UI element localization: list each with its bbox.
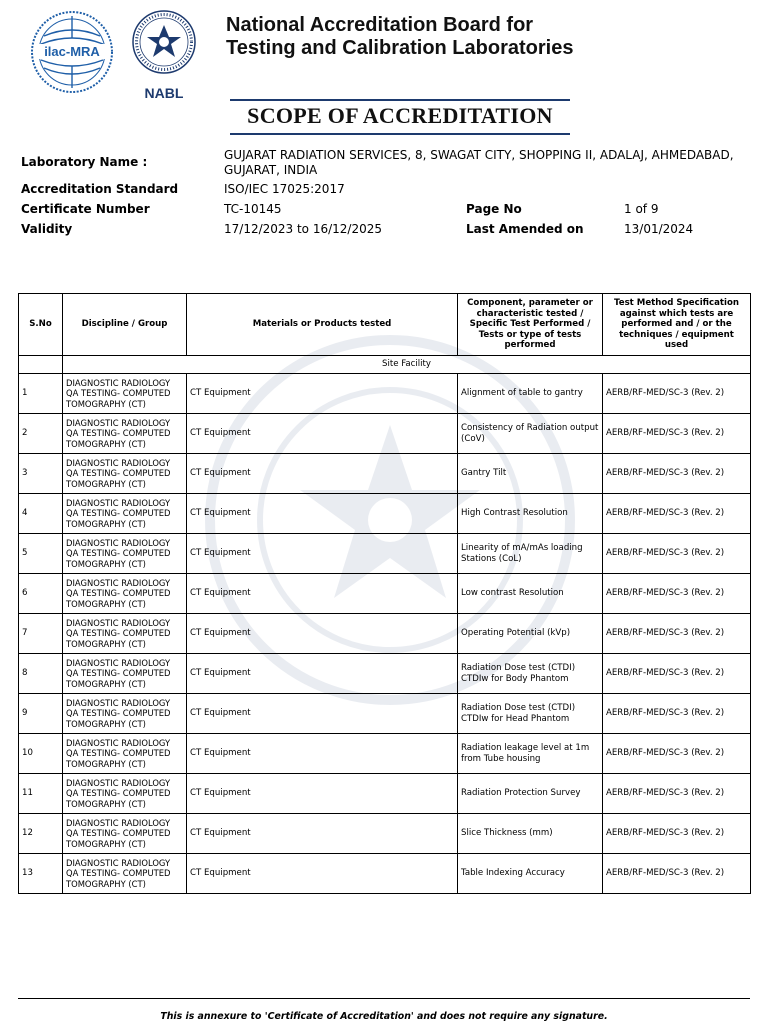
row-sno: 12 — [19, 814, 63, 854]
logo-group — [28, 8, 208, 100]
row-parameter: Table Indexing Accuracy — [458, 854, 603, 894]
row-method: AERB/RF-MED/SC-3 (Rev. 2) — [603, 814, 751, 854]
header-discipline: Discipline / Group — [63, 294, 187, 356]
row-material: CT Equipment — [187, 374, 458, 414]
lab-name-line1: GUJARAT RADIATION SERVICES, 8, SWAGAT CITY, SHOPPING II, ADALAJ, AHMEDABAD, — [224, 148, 734, 162]
organization-name — [226, 14, 573, 60]
row-material: CT Equipment — [187, 774, 458, 814]
ilac-logo-text: ilac-MRA — [44, 44, 100, 59]
row-sno: 10 — [19, 734, 63, 774]
table-row — [19, 734, 751, 774]
row-discipline: DIAGNOSTIC RADIOLOGY QA TESTING- COMPUTED TOMOGRAPHY (CT) — [63, 774, 187, 814]
row-sno: 3 — [19, 454, 63, 494]
organization-name-line1: National Accreditation Board for — [226, 14, 534, 36]
table-row — [19, 534, 751, 574]
row-discipline: DIAGNOSTIC RADIOLOGY QA TESTING- COMPUTED TOMOGRAPHY (CT) — [63, 574, 187, 614]
row-method: AERB/RF-MED/SC-3 (Rev. 2) — [603, 774, 751, 814]
row-material: CT Equipment — [187, 694, 458, 734]
header-materials: Materials or Products tested — [187, 294, 458, 356]
lab-name-label: Laboratory Name : — [21, 155, 148, 169]
row-method: AERB/RF-MED/SC-3 (Rev. 2) — [603, 414, 751, 454]
table-row — [19, 414, 751, 454]
row-sno: 13 — [19, 854, 63, 894]
row-material: CT Equipment — [187, 614, 458, 654]
row-parameter: Radiation Protection Survey — [458, 774, 603, 814]
row-method: AERB/RF-MED/SC-3 (Rev. 2) — [603, 694, 751, 734]
row-method: AERB/RF-MED/SC-3 (Rev. 2) — [603, 374, 751, 414]
row-discipline: DIAGNOSTIC RADIOLOGY QA TESTING- COMPUTED TOMOGRAPHY (CT) — [63, 734, 187, 774]
row-parameter: Alignment of table to gantry — [458, 374, 603, 414]
row-material: CT Equipment — [187, 574, 458, 614]
row-parameter: Low contrast Resolution — [458, 574, 603, 614]
row-material: CT Equipment — [187, 534, 458, 574]
row-method: AERB/RF-MED/SC-3 (Rev. 2) — [603, 534, 751, 574]
section-row — [19, 356, 751, 374]
section-label: Site Facility — [63, 356, 751, 374]
row-material: CT Equipment — [187, 814, 458, 854]
table-row — [19, 574, 751, 614]
organization-name-line2: Testing and Calibration Laboratories — [226, 37, 574, 59]
row-material: CT Equipment — [187, 654, 458, 694]
row-discipline: DIAGNOSTIC RADIOLOGY QA TESTING- COMPUTED TOMOGRAPHY (CT) — [63, 534, 187, 574]
scope-title-box — [230, 99, 570, 135]
row-discipline: DIAGNOSTIC RADIOLOGY QA TESTING- COMPUTED TOMOGRAPHY (CT) — [63, 454, 187, 494]
standard-label: Accreditation Standard — [21, 182, 179, 196]
row-sno: 6 — [19, 574, 63, 614]
table-row — [19, 694, 751, 734]
scope-table — [18, 293, 751, 894]
validity-value: 17/12/2023 to 16/12/2025 — [224, 222, 383, 236]
section-spacer — [19, 356, 63, 374]
page-no-label: Page No — [466, 202, 522, 216]
ilac-mra-logo — [28, 8, 116, 96]
row-parameter: Slice Thickness (mm) — [458, 814, 603, 854]
footer-divider — [18, 998, 750, 999]
table-header-row — [19, 294, 751, 356]
row-sno: 11 — [19, 774, 63, 814]
row-parameter: Gantry Tilt — [458, 454, 603, 494]
row-method: AERB/RF-MED/SC-3 (Rev. 2) — [603, 854, 751, 894]
lab-name-line2: GUJARAT, INDIA — [224, 163, 318, 177]
row-parameter: Radiation leakage level at 1m from Tube housing — [458, 734, 603, 774]
row-method: AERB/RF-MED/SC-3 (Rev. 2) — [603, 574, 751, 614]
table-row — [19, 654, 751, 694]
header-method: Test Method Specification against which tests are performed and / or the techniques / equipment used — [603, 294, 751, 356]
row-sno: 2 — [19, 414, 63, 454]
certificate-label: Certificate Number — [21, 202, 150, 216]
table-row — [19, 774, 751, 814]
page-title: SCOPE OF ACCREDITATION — [247, 103, 553, 128]
row-sno: 8 — [19, 654, 63, 694]
nabl-logo — [130, 8, 198, 106]
row-method: AERB/RF-MED/SC-3 (Rev. 2) — [603, 454, 751, 494]
row-discipline: DIAGNOSTIC RADIOLOGY QA TESTING- COMPUTED TOMOGRAPHY (CT) — [63, 614, 187, 654]
row-parameter: Operating Potential (kVp) — [458, 614, 603, 654]
row-sno: 9 — [19, 694, 63, 734]
row-parameter: High Contrast Resolution — [458, 494, 603, 534]
row-sno: 7 — [19, 614, 63, 654]
row-sno: 4 — [19, 494, 63, 534]
row-parameter: Linearity of mA/mAs loading Stations (CoL) — [458, 534, 603, 574]
table-row — [19, 854, 751, 894]
table-row — [19, 614, 751, 654]
row-material: CT Equipment — [187, 414, 458, 454]
table-row — [19, 454, 751, 494]
row-discipline: DIAGNOSTIC RADIOLOGY QA TESTING- COMPUTED TOMOGRAPHY (CT) — [63, 414, 187, 454]
row-discipline: DIAGNOSTIC RADIOLOGY QA TESTING- COMPUTED TOMOGRAPHY (CT) — [63, 494, 187, 534]
header-sno: S.No — [19, 294, 63, 356]
row-method: AERB/RF-MED/SC-3 (Rev. 2) — [603, 734, 751, 774]
row-material: CT Equipment — [187, 494, 458, 534]
row-method: AERB/RF-MED/SC-3 (Rev. 2) — [603, 494, 751, 534]
row-method: AERB/RF-MED/SC-3 (Rev. 2) — [603, 654, 751, 694]
row-material: CT Equipment — [187, 454, 458, 494]
last-amended-label: Last Amended on — [466, 222, 584, 236]
footer-note: This is annexure to 'Certificate of Accreditation' and does not require any signature. — [160, 1011, 608, 1022]
row-parameter: Consistency of Radiation output (CoV) — [458, 414, 603, 454]
validity-label: Validity — [21, 222, 73, 236]
nabl-logo-text: NABL — [144, 85, 184, 101]
table-row — [19, 814, 751, 854]
row-discipline: DIAGNOSTIC RADIOLOGY QA TESTING- COMPUTED TOMOGRAPHY (CT) — [63, 654, 187, 694]
standard-value: ISO/IEC 17025:2017 — [224, 182, 345, 196]
row-discipline: DIAGNOSTIC RADIOLOGY QA TESTING- COMPUTED TOMOGRAPHY (CT) — [63, 854, 187, 894]
row-material: CT Equipment — [187, 854, 458, 894]
row-sno: 5 — [19, 534, 63, 574]
table-row — [19, 374, 751, 414]
row-discipline: DIAGNOSTIC RADIOLOGY QA TESTING- COMPUTED TOMOGRAPHY (CT) — [63, 694, 187, 734]
row-discipline: DIAGNOSTIC RADIOLOGY QA TESTING- COMPUTED TOMOGRAPHY (CT) — [63, 374, 187, 414]
row-method: AERB/RF-MED/SC-3 (Rev. 2) — [603, 614, 751, 654]
row-parameter: Radiation Dose test (CTDI) CTDIw for Body Phantom — [458, 654, 603, 694]
last-amended-value: 13/01/2024 — [624, 222, 694, 236]
row-parameter: Radiation Dose test (CTDI) CTDIw for Head Phantom — [458, 694, 603, 734]
header-parameter: Component, parameter or characteristic tested / Specific Test Performed / Tests or type of tests performed — [458, 294, 603, 356]
table-row — [19, 494, 751, 534]
row-material: CT Equipment — [187, 734, 458, 774]
page-no-value: 1 of 9 — [624, 202, 659, 216]
row-sno: 1 — [19, 374, 63, 414]
certificate-value: TC-10145 — [224, 202, 282, 216]
row-discipline: DIAGNOSTIC RADIOLOGY QA TESTING- COMPUTED TOMOGRAPHY (CT) — [63, 814, 187, 854]
